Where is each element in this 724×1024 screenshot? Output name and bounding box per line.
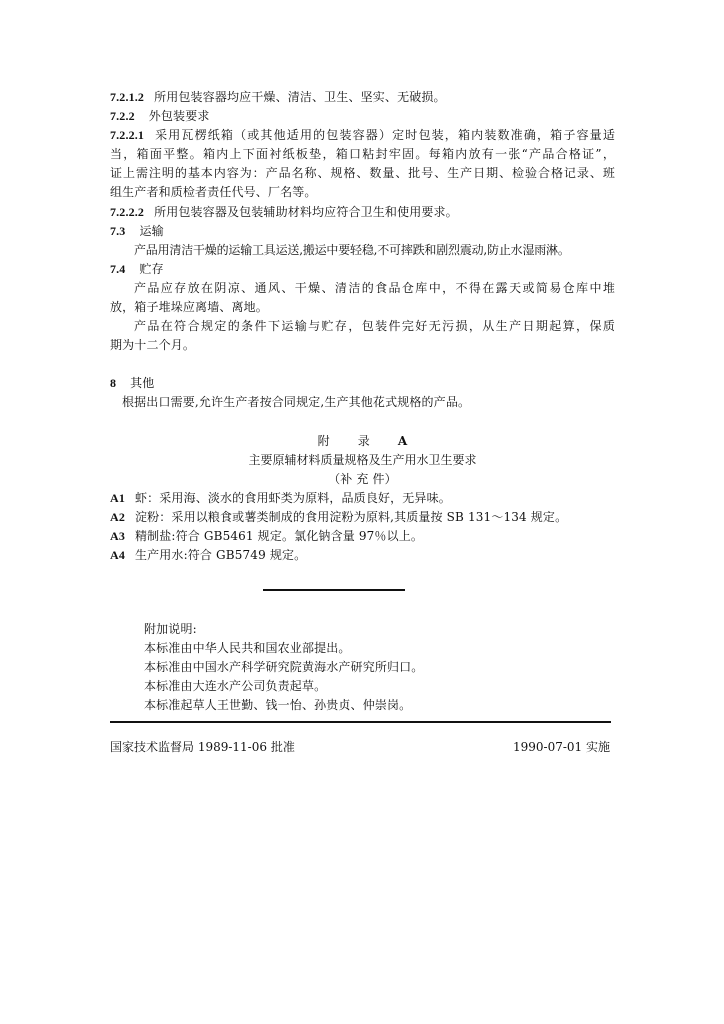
notes-line: 本标准由中华人民共和国农业部提出。	[144, 641, 351, 655]
clause-8-body: 根据出口需要,允许生产者按合同规定,生产其他花式规格的产品。	[122, 395, 471, 409]
clause-8-heading: 8 其他	[110, 376, 155, 390]
approval-line: 国家技术监督局 1989-11-06 批准	[110, 740, 295, 754]
notes-line: 本标准由中国水产科学研究院黄海水产研究所归口。	[144, 660, 424, 674]
clause-7-4-line-1: 产品应存放在阴凉、通风、干燥、清洁的食品仓库中，不得在露天或简易仓库中堆	[134, 281, 615, 295]
clause-7-4-line-2: 放，箱子堆垛应离墙、离地。	[110, 300, 268, 314]
notes-heading: 附加说明:	[144, 622, 197, 636]
clause-7-2-2-1-line-3: 证上需注明的基本内容为：产品名称、规格、数量、批号、生产日期、检验合格记录、班	[110, 166, 615, 180]
clause-7-4-line-4: 期为十二个月。	[110, 338, 196, 352]
appendix-item-a2: A2 淀粉：采用以粮食或薯类制成的食用淀粉为原料,其质量按 SB 131～134 规定。	[110, 510, 568, 524]
clause-7-4-heading: 7.4 贮存	[110, 262, 164, 276]
clause-7-2-1-2: 7.2.1.2 所用包装容器均应干燥、清洁、卫生、坚实、无破损。	[110, 90, 446, 104]
notes-line: 本标准起草人王世勤、钱一怡、孙贵贞、仲崇岗。	[144, 698, 412, 712]
appendix-item-a1: A1 虾：采用海、淡水的食用虾类为原料，品质良好，无异味。	[110, 491, 451, 505]
clause-7-2-2-1-line-1: 7.2.2.1 采用瓦楞纸箱（或其他适用的包装容器）定时包装，箱内装数准确，箱子容量适	[110, 128, 615, 142]
appendix-item-a4: A4 生产用水:符合 GB5749 规定。	[110, 548, 307, 562]
appendix-item-a3: A3 精制盐:符合 GB5461 规定。氯化钠含量 97％以上。	[110, 529, 424, 543]
appendix-title: 主要原辅材料质量规格及生产用水卫生要求	[248, 453, 477, 467]
clause-7-2-2-1-line-4: 组生产者和质检者责任代号、厂名等。	[110, 185, 317, 199]
appendix-subtitle: （补 充 件）	[328, 472, 397, 486]
effective-date: 1990-07-01 实施	[512, 740, 610, 754]
footer-rule	[110, 721, 611, 723]
clause-7-2-2-1-line-2: 当，箱面平整。箱内上下面衬纸板垫，箱口粘封牢固。每箱内放有一张“产品合格证”，	[110, 147, 615, 161]
clause-7-3-heading: 7.3 运输	[110, 224, 164, 238]
clause-7-4-line-3: 产品在符合规定的条件下运输与贮存，包装件完好无污损，从生产日期起算，保质	[134, 319, 615, 333]
notes-line: 本标准由大连水产公司负责起草。	[144, 679, 327, 693]
appendix-heading: 附 录 A	[317, 434, 408, 448]
clause-7-2-2-2: 7.2.2.2 所用包装容器及包装辅助材料均应符合卫生和使用要求。	[110, 205, 458, 219]
clause-7-2-2-heading: 7.2.2 外包装要求	[110, 109, 210, 123]
section-divider	[263, 589, 405, 591]
clause-7-3-body: 产品用清洁干燥的运输工具运送,搬运中要轻稳,不可摔跌和剧烈震动,防止水湿雨淋。	[134, 243, 570, 257]
